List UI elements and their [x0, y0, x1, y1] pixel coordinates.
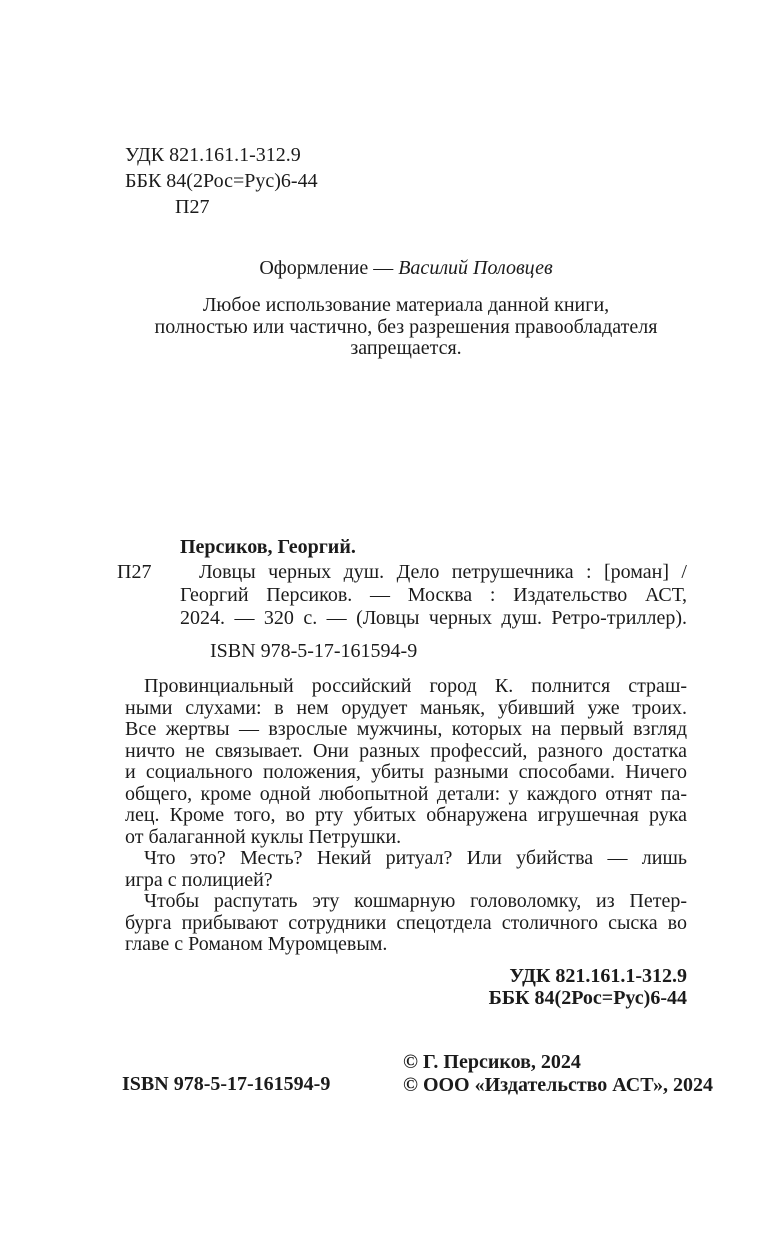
annotation-line: Чтобы распутать эту кошмарную головоломку, из Петер-: [144, 890, 687, 912]
annotation-line: ными слухами: в нем орудует маньяк, убивший уже троих.: [125, 696, 687, 719]
copyright-line: © ООО «Издательство АСТ», 2024: [403, 1074, 714, 1096]
bottom-classification-codes: [125, 966, 687, 1009]
designer-name: Василий Половцев: [398, 257, 553, 279]
bottom-isbn: ISBN 978-5-17-161594-9: [122, 1073, 331, 1095]
bbk-code: ББК 84(2Рос=Рус)6-44: [488, 986, 687, 1009]
design-credit-prefix: Оформление —: [259, 257, 394, 279]
annotation-line: и социального положения, убиты разными способами. Ничего: [125, 761, 687, 783]
catalog-description: [180, 561, 687, 630]
annotation-line: Все жертвы — взрослые мужчины, которых на первый взгляд: [125, 718, 687, 740]
annotation-line: ничто не связывает. Они разных профессий, разного достатка: [125, 739, 687, 762]
annotation-line: от балаганной куклы Петрушки.: [125, 825, 402, 848]
annotation-line: лец. Кроме того, во рту убитых обнаружена игрушечная рука: [125, 804, 687, 826]
catalog-description-line: Ловцы черных душ. Дело петрушечника : [роман] /: [199, 561, 687, 583]
usage-notice-line: полностью или частично, без разрешения правообладателя: [154, 315, 658, 338]
catalog-author-sign: П27: [117, 561, 152, 583]
annotation-line: Провинциальный российский город К. полнится страш-: [144, 675, 687, 697]
design-credit: [125, 257, 687, 279]
annotation-line: игра с полицией?: [125, 868, 273, 891]
copyright-line: © Г. Персиков, 2024: [403, 1051, 581, 1073]
annotation-line: общего, кроме одной любопытной детали: у каждого отнят па-: [125, 782, 687, 805]
annotation-line: бурга прибывают сотрудники спецотдела столичного сыска во: [125, 911, 687, 934]
catalog-isbn: ISBN 978-5-17-161594-9: [210, 640, 418, 662]
usage-notice-line: Любое использование материала данной книги,: [202, 294, 610, 316]
top-classification-codes: [125, 142, 318, 220]
annotation-line: Что это? Месть? Некий ритуал? Или убийства — лишь: [144, 847, 687, 869]
usage-notice-line: запрещается.: [350, 337, 462, 360]
bbk-code: ББК 84(2Рос=Рус)6-44: [125, 170, 318, 192]
annotation: [125, 676, 687, 956]
udc-code: УДК 821.161.1-312.9: [125, 144, 301, 166]
author-heading: Персиков, Георгий.: [180, 536, 356, 558]
catalog-description-line: Георгий Персиков. — Москва : Издательство АСТ,: [180, 584, 687, 606]
annotation-line: главе с Романом Муромцевым.: [125, 933, 388, 955]
copyright-block: [403, 1051, 713, 1097]
catalog-description-line: 2024. — 320 с. — (Ловцы черных душ. Ретро-триллер).: [180, 607, 687, 629]
udc-code: УДК 821.161.1-312.9: [509, 965, 687, 987]
usage-notice: [125, 295, 687, 360]
author-sign-code: П27: [175, 196, 210, 218]
